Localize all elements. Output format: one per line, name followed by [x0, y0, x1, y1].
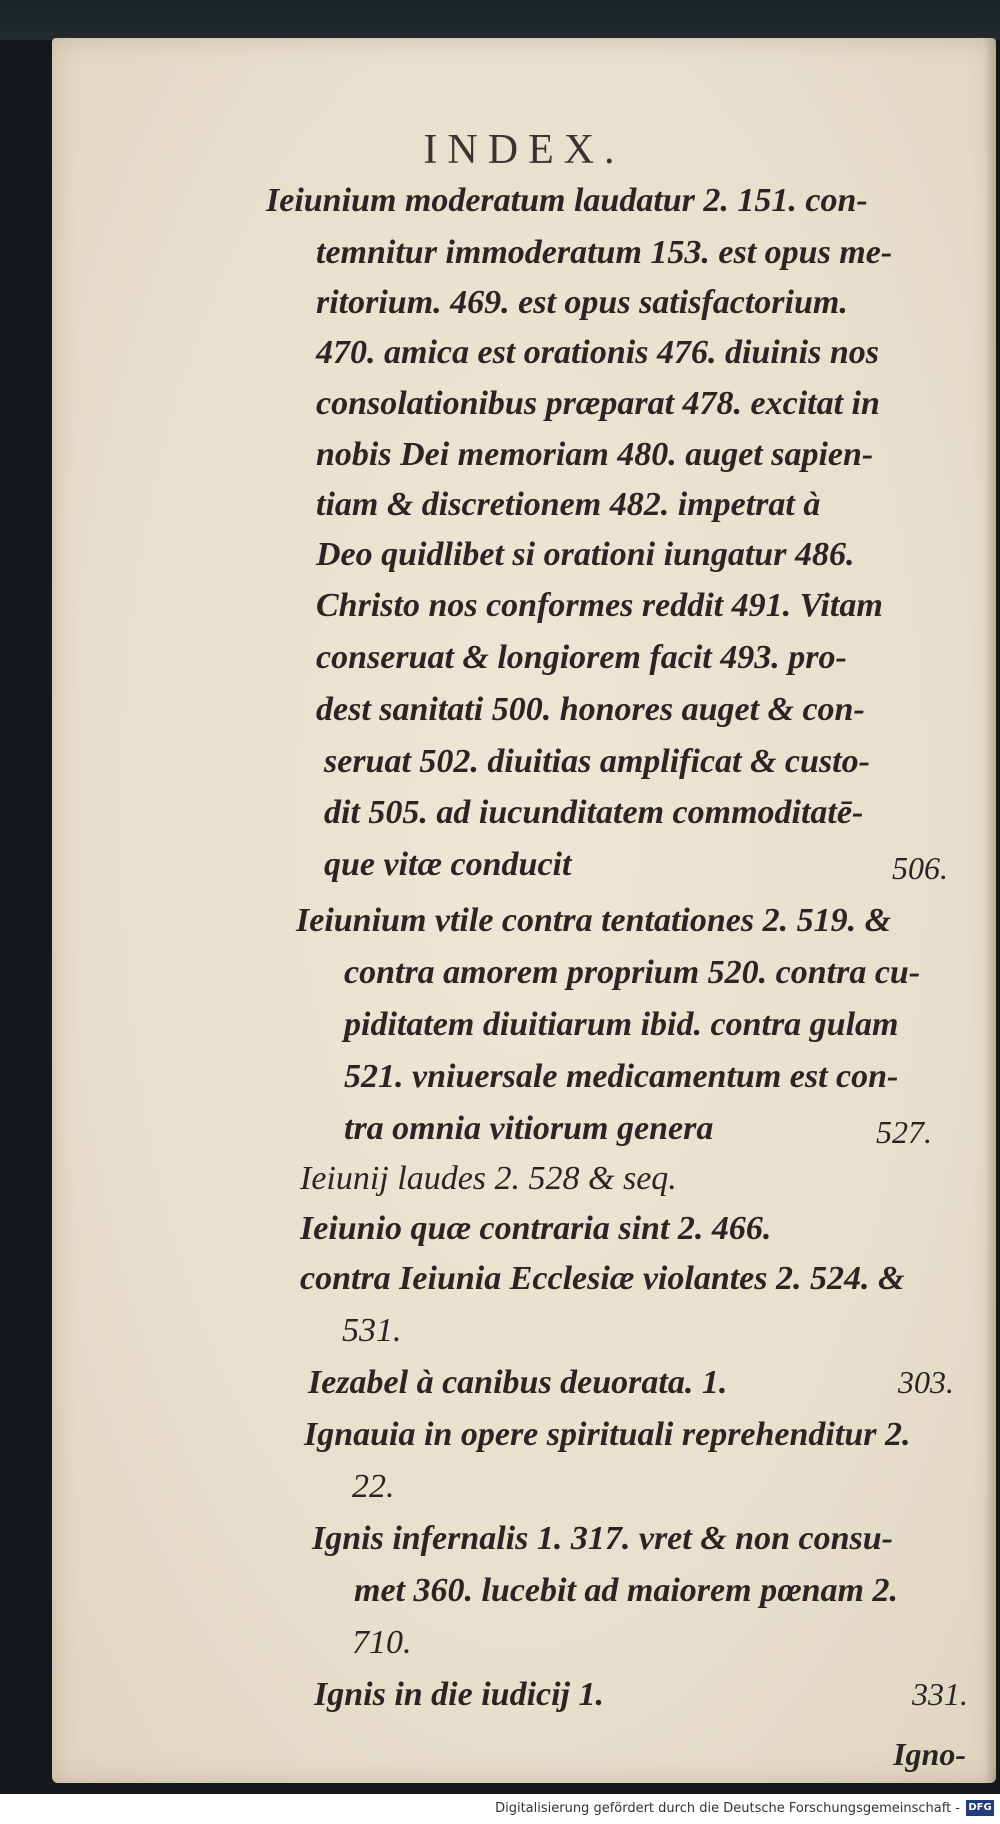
index-line: contra amorem proprium 520. contra cu-: [344, 954, 921, 991]
index-line: Ignis infernalis 1. 317. vret & non consu-: [312, 1520, 893, 1557]
index-line: Deo quidlibet si orationi iungatur 486.: [316, 536, 855, 573]
index-line: 521. vniuersale medicamentum est con-: [344, 1058, 899, 1095]
page-reference: 506.: [892, 850, 948, 886]
index-line: Ieiunium vtile contra tentationes 2. 519. &: [296, 902, 892, 939]
index-line: que vitæ conducit: [324, 846, 572, 883]
index-line: dit 505. ad iucunditatem commoditatē-: [324, 794, 864, 831]
index-line: temnitur immoderatum 153. est opus me-: [316, 234, 893, 271]
index-line: 710.: [352, 1624, 412, 1661]
index-line: tiam & discretionem 482. impetrat à: [316, 486, 821, 523]
index-line: Christo nos conformes reddit 491. Vitam: [316, 587, 883, 624]
index-line: contra Ieiunia Ecclesiæ violantes 2. 524. &: [300, 1260, 905, 1297]
index-line: consolationibus præparat 478. excitat in: [316, 385, 880, 422]
index-line: Ignis in die iudicij 1.: [314, 1676, 604, 1713]
digitization-footer: [0, 1794, 1000, 1824]
index-line: tra omnia vitiorum genera: [344, 1110, 714, 1147]
book-page: [52, 38, 996, 1783]
running-head: INDEX.: [423, 127, 625, 173]
index-line: Ieiunium moderatum laudatur 2. 151. con-: [266, 182, 868, 219]
index-line: ritorium. 469. est opus satisfactorium.: [316, 284, 848, 321]
catchword: Igno-: [893, 1736, 966, 1772]
index-line: seruat 502. diuitias amplificat & custo-: [324, 743, 870, 780]
index-line: Iezabel à canibus deuorata. 1.: [308, 1364, 728, 1401]
dfg-logo: DFG: [966, 1800, 994, 1816]
index-line: nobis Dei memoriam 480. auget sapien-: [316, 436, 874, 473]
index-line: conseruat & longiorem facit 493. pro-: [316, 639, 847, 676]
index-line: 22.: [352, 1468, 395, 1505]
index-line: 531.: [342, 1312, 402, 1349]
page-reference: 527.: [876, 1114, 932, 1150]
page-reference: 331.: [912, 1676, 968, 1712]
index-line: Ignauia in opere spirituali reprehenditur 2.: [304, 1416, 911, 1453]
index-line: 470. amica est orationis 476. diuinis nos: [316, 334, 879, 371]
index-line: Ieiunij laudes 2. 528 & seq.: [300, 1160, 677, 1197]
index-line: dest sanitati 500. honores auget & con-: [316, 691, 865, 728]
footer-credit: Digitalisierung gefördert durch die Deutsche Forschungsgemeinschaft -: [495, 1801, 960, 1816]
page-reference: 303.: [898, 1364, 954, 1400]
index-entries: [52, 38, 996, 1783]
index-line: met 360. lucebit ad maiorem pœnam 2.: [354, 1572, 898, 1609]
scan-backdrop: [0, 0, 1000, 40]
index-line: Ieiunio quæ contraria sint 2. 466.: [300, 1210, 772, 1247]
index-line: piditatem diuitiarum ibid. contra gulam: [344, 1006, 899, 1043]
